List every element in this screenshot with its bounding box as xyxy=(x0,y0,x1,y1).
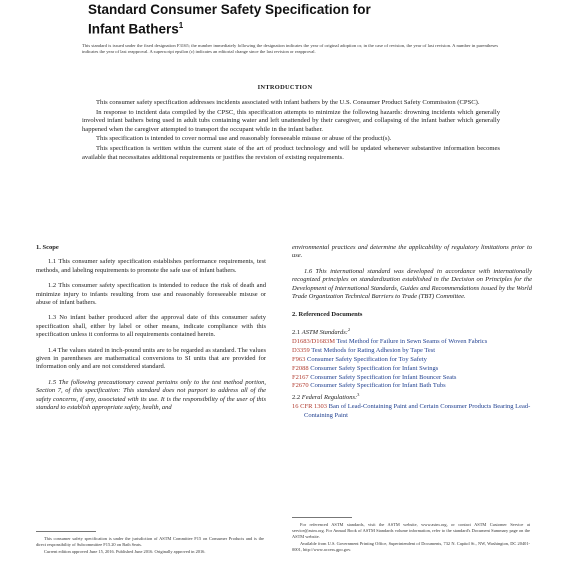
scope-heading: 1. Scope xyxy=(36,244,59,251)
reference-footnote-mark: 2 xyxy=(347,326,351,332)
reference-title-link[interactable]: Consumer Safety Specification for Infant Swings xyxy=(310,364,439,372)
title-line-2-text: Infant Bathers xyxy=(88,21,179,37)
reference-item xyxy=(292,347,532,355)
footnote: Available from U.S. Government Printing Office, Superintendent of Documents, 732 N. Capitol St., NW, Washington, DC 20401-0001, http://www.access.gpo.gov. xyxy=(292,540,530,552)
intro-paragraph: In response to incident data compiled by the CPSC, this specification attempts to minimize the following hazards: drowning incidents which generally involved infant bathers being used in adult tubs containing water and left unattended by their caregiver, and collapsing of the infant bather which generally happened when the caregiver attempted to transport the occupant while in the infant bather. xyxy=(82,108,500,133)
title-line-1: Standard Consumer Safety Specification for xyxy=(88,2,371,17)
scope-paragraph: 1.2 This consumer safety specification is intended to reduce the risk of death and minimize injury to infants resulting from use and reasonably foreseeable misuse or abuse of infant bathers. xyxy=(36,282,266,307)
intro-paragraph: This consumer safety specification addresses incidents associated with infant bathers by the U.S. Consumer Product Safety Commission (CPSC). xyxy=(96,99,480,106)
footnotes-left xyxy=(36,536,264,556)
scope-paragraph: 1.1 This consumer safety specification establishes performance requirements, test methods, and labeling requirements to promote the safe use of infant bathers. xyxy=(36,258,266,274)
introduction-body xyxy=(82,99,500,163)
scope-continuation: environmental practices and determine the applicability of regulatory limitations prior to use. xyxy=(292,244,532,260)
reference-footnote-mark: 3 xyxy=(357,392,360,398)
reference-item xyxy=(292,374,532,382)
footnote: This consumer safety specification is under the jurisdiction of ASTM Committee F15 on Consumer Products and is the direct responsibility of Subcommittee F15.20 on Bath Seats. xyxy=(36,536,264,547)
intro-paragraph: This specification is written within the current state of the art of product technology and will be updated whenever substantive information becomes available that necessitates additional requirements or justifies the revision of existing requirements. xyxy=(82,144,500,161)
reference-code-link[interactable]: D3359 xyxy=(292,346,310,354)
reference-item xyxy=(292,391,532,403)
reference-section-number: 2.2 xyxy=(292,394,301,402)
standard-designation-note: This standard is issued under the fixed designation F3165; the number immediately following the designation indicates the year of original adoption or, in the case of revision, the year of last revision. A number in parentheses indicates the year of last reapproval. A superscript epsilon (ε) indicates an editorial change since the last revision or reapproval. xyxy=(82,43,498,55)
reference-code-link[interactable]: F2088 xyxy=(292,364,309,372)
footnote-divider-right xyxy=(292,517,352,518)
reference-group-label: ASTM Standards: xyxy=(301,329,348,336)
reference-code-link[interactable]: D1683/D1683M xyxy=(292,337,335,345)
introduction-heading: INTRODUCTION xyxy=(257,84,313,91)
title-line-2 xyxy=(88,18,508,38)
scope-paragraph-1-6: 1.6 This international standard was developed in accordance with internationally recognized principles on standardization established in the Decision on Principles for the Development of International Standards, Guides and Recommendations issued by the World Trade Organization Technical Barriers to Trade (TBT) Committee. xyxy=(292,267,532,301)
scope-paragraph-caveat: 1.5 The following precautionary caveat pertains only to the test method portion, Section 7, of this specification: This standard does not purport to address all of the safety concerns, if any, associated with its use. It is the responsibility of the user of this standard to establish appropriate safety, health, and xyxy=(36,378,266,412)
reference-group-label: Federal Regulations: xyxy=(301,394,358,402)
reference-code-link[interactable]: F2167 xyxy=(292,373,309,381)
left-column xyxy=(36,244,266,420)
reference-item xyxy=(292,356,532,364)
reference-code-link[interactable]: F2670 xyxy=(292,382,309,390)
reference-code-link[interactable]: F963 xyxy=(292,355,306,363)
intro-paragraph: This specification is intended to cover normal use and reasonably foreseeable misuse or abuse of the product(s). xyxy=(96,135,392,143)
document-title xyxy=(88,2,508,38)
footnote: For referenced ASTM standards, visit the ASTM website, www.astm.org, or contact ASTM Customer Service at service@astm.org. For Annual Book of ASTM Standards volume information, refer to the standard's Document Summary page on the ASTM website. xyxy=(292,522,530,539)
reference-item xyxy=(292,403,532,420)
reference-title-link[interactable]: Ban of Lead-Containing Paint and Certain Consumer Products Bearing Lead-Containing Paint xyxy=(304,403,531,419)
reference-title-link[interactable]: Test Methods for Rating Adhesion by Tape Test xyxy=(311,346,436,354)
referenced-documents-heading: 2. Referenced Documents xyxy=(292,311,363,319)
reference-section-number: 2.1 xyxy=(292,329,301,336)
reference-item xyxy=(292,326,532,338)
reference-title-link[interactable]: Consumer Safety Specification for Infant Bouncer Seats xyxy=(310,373,457,381)
reference-title-link[interactable]: Consumer Safety Specification for Toy Safety xyxy=(307,355,427,363)
scope-paragraph: 1.3 No infant bather produced after the approval date of this consumer safety specification shall, either by label or other means, indicate compliance with this specification unless it conforms to all requirements contained herein. xyxy=(36,314,266,339)
footnotes-right xyxy=(292,522,530,554)
reference-title-link[interactable]: Test Method for Failure in Sewn Seams of Woven Fabrics xyxy=(336,337,488,345)
reference-title-link[interactable]: Consumer Safety Specification for Infant Bath Tubs xyxy=(310,382,446,390)
right-column xyxy=(292,244,532,421)
reference-code-link[interactable]: 16 CFR 1303 xyxy=(292,403,328,411)
scope-paragraph: 1.4 The values stated in inch-pound units are to be regarded as standard. The values given in parentheses are mathematical conversions to SI units that are provided for information only and are not considered standard. xyxy=(36,346,266,371)
footnote: Current edition approved June 15, 2016. Published June 2016. Originally approved in 2016. xyxy=(44,549,206,555)
reference-item xyxy=(292,338,532,346)
reference-item xyxy=(292,382,532,390)
reference-item xyxy=(292,365,532,373)
title-footnote-mark: 1 xyxy=(178,21,184,30)
footnote-divider-left xyxy=(36,531,96,532)
referenced-documents-list xyxy=(292,326,532,420)
